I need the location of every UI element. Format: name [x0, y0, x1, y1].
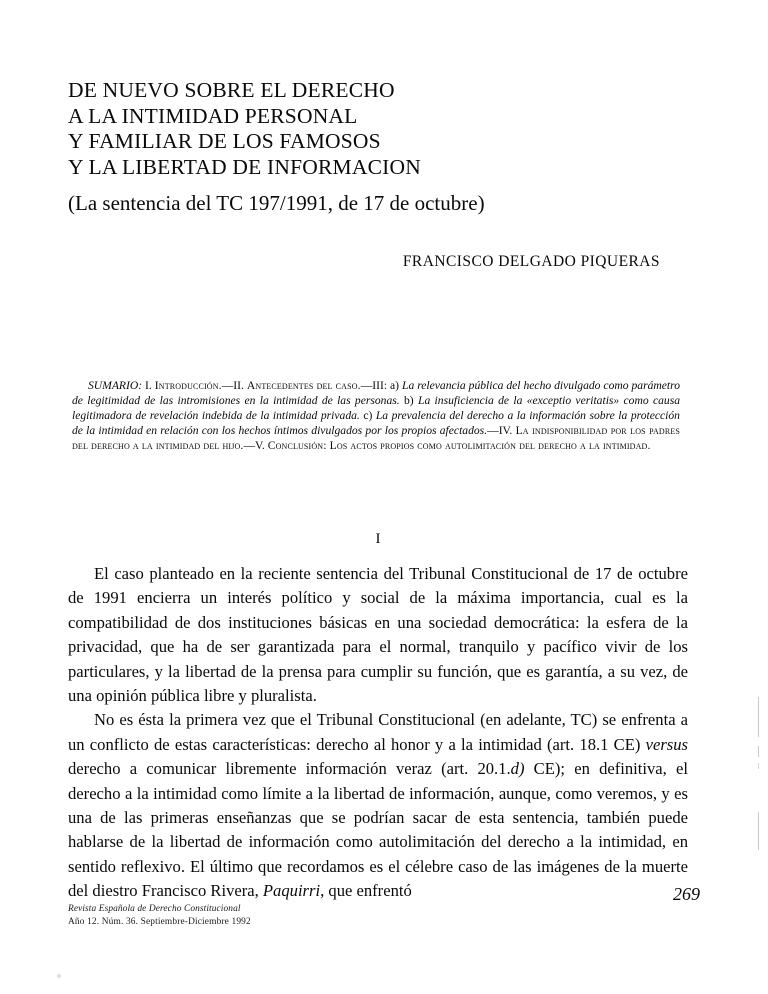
sumario-segment: —III: a)	[360, 379, 402, 392]
sumario-segment: —II.	[221, 379, 247, 392]
sumario-segment: b)	[399, 394, 418, 408]
footer-colophon	[68, 903, 251, 928]
title-subtitle: (La sentencia del TC 197/1991, de 17 de octubre)	[68, 191, 485, 215]
scan-artifact-line	[758, 812, 759, 850]
paragraph-2-part-2: derecho a comunicar libremente información veraz (art. 20.1.	[68, 759, 511, 779]
scan-artifact-line	[758, 697, 759, 737]
sumario-segment: —IV.	[487, 424, 516, 438]
sumario-segment: —V.	[243, 439, 268, 453]
body-text	[68, 562, 688, 904]
journal-title: Revista Española de Derecho Constitucional	[68, 904, 241, 914]
sumario-segment: La relevancia pública del hecho divulgado como parámetro de legitimidad de las intromisiones en la intimidad de las personas.	[72, 379, 681, 408]
scan-artifact-speck	[57, 974, 61, 978]
sumario-label: SUMARIO:	[88, 379, 143, 392]
sumario-segment: I.	[142, 379, 155, 392]
sumario-segment: Introducción.	[154, 379, 222, 392]
title-line-2: A LA INTIMIDAD PERSONAL	[68, 103, 358, 128]
sumario-segment: Conclusión: Los actos propios como autolimitación del derecho a la intimidad.	[267, 439, 651, 453]
page-number: 269	[673, 884, 700, 904]
paragraph-2-part-4: , que enfrentó	[320, 881, 412, 901]
scan-artifact-line	[758, 746, 759, 757]
title-line-1: DE NUEVO SOBRE EL DERECHO	[68, 78, 395, 102]
sumario-segment: La prevalencia del derecho a la información sobre la protección de la intimidad en relación con los hechos íntimos divulgados por los propios afectados.	[72, 409, 680, 438]
page-title	[68, 78, 688, 216]
title-line-4: Y LA LIBERTAD DE INFORMACION	[68, 154, 421, 179]
author-name: FRANCISCO DELGADO PIQUERAS	[402, 253, 660, 270]
sumario-segment: c)	[359, 409, 376, 423]
paragraph-2	[68, 708, 688, 903]
sumario-block	[72, 378, 680, 453]
paragraph-2-italic-versus: versus	[645, 734, 688, 754]
title-line-3: Y FAMILIAR DE LOS FAMOSOS	[68, 129, 381, 153]
sumario-segment: La indisponibilidad por los padres del derecho a la intimidad del hijo.	[72, 424, 680, 453]
paragraph-2-italic-paquirri: Paquirri	[262, 881, 321, 901]
section-numeral: I	[375, 531, 381, 547]
paragraph-1: El caso planteado en la reciente sentencia del Tribunal Constitucional de 17 de octubre de 1991 encierra un interés político y social de la máxima importancia, cual es la compatibilidad de dos instituciones básicas en una sociedad democrática: la esfera de la privacidad, que ha de ser garantizada para el normal, tranquilo y pacífico vivir de los particulares, y la libertad de la prensa para cumplir su función, que es garantía, a su vez, de una opinión pública libre y pluralista.	[68, 564, 688, 706]
sumario-segment: La insuficiencia de la «exceptio veritatis» como causa legitimadora de revelación indebida de la intimidad privada.	[72, 394, 681, 423]
paragraph-2-part-1: No es ésta la primera vez que el Tribunal Constitucional (en adelante, TC) se enfrenta a un conflicto de estas características: derecho al honor y a la intimidad (art. 18.1 CE)	[68, 710, 688, 754]
sumario-contents	[72, 379, 680, 452]
paragraph-2-italic-subsection: d)	[510, 759, 525, 779]
sumario-segment: Antecedentes del caso.	[246, 379, 361, 392]
journal-issue: Año 12. Núm. 36. Septiembre-Diciembre 1992	[68, 916, 251, 927]
paragraph-2-part-3: CE); en definitiva, el derecho a la intimidad como límite a la libertad de información, aunque, como veremos, y es una de las primeras enseñanzas que se podrían sacar de esta sentencia, también puede hablarse de la libertad de información como autolimitación del derecho a la intimidad, en sentido reflexivo. El último que recordamos es el célebre caso de las imágenes de la muerte del diestro Francisco Rivera,	[68, 759, 689, 901]
scan-artifact-line	[758, 763, 759, 769]
